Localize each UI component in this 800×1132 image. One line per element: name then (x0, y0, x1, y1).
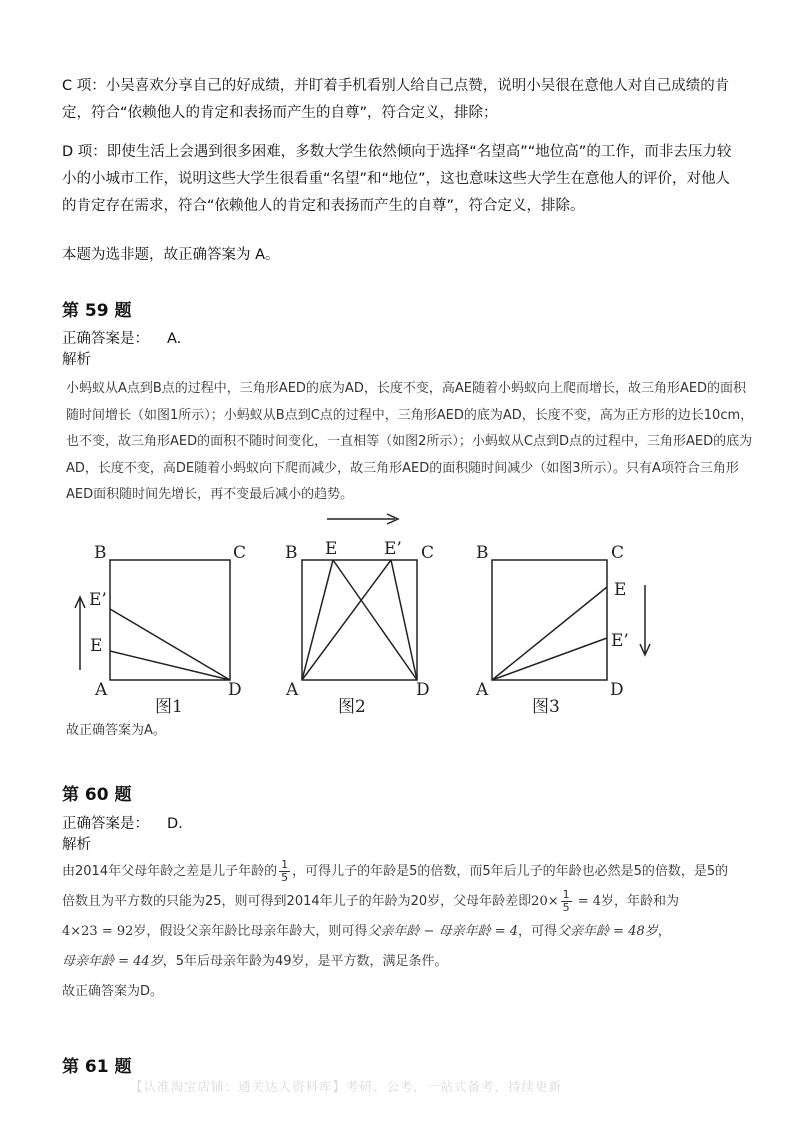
option-d-text: D 项：即使生活上会遇到很多困难，多数大学生依然倾向于选择“名望高”“地位高”的工作，而非去压力较小的小城市工作，说明这些大学生很看重“名望”和“地位”，这也意味这些大学生在意他人的评价，对他人的肯定存在需求，符合“依赖他人的肯定和表扬而产生的自尊”，符合定义，排除。 (62, 144, 732, 214)
fraction-numerator: 1 (281, 858, 289, 871)
fig3-label-e1: E’ (611, 631, 629, 651)
fig2-label-a: A (286, 680, 299, 700)
fig2-label-e1: E’ (384, 539, 402, 559)
answer-value: A. (167, 331, 182, 347)
q60-l4-a: 母亲年龄 = 44岁 (62, 954, 163, 969)
q60-analysis-label: 解析 (62, 837, 91, 853)
q60-l2-a: 倍数且为平方数的只能为25，则可得到2014年儿子的年龄为20岁，父母年龄差即 (62, 894, 532, 909)
q59-answer (62, 329, 181, 349)
fig2-label-c: C (421, 543, 435, 563)
q60-l3-f: ， (657, 924, 671, 939)
q60-line-1 (62, 857, 762, 887)
q60-line-4 (62, 947, 762, 977)
fig3-square (492, 560, 607, 680)
answer-value: D. (167, 816, 183, 832)
fig3-label-b: B (476, 543, 489, 563)
fig2-square (302, 560, 417, 680)
question-60-title: 第 60 题 (62, 785, 132, 805)
fig3-line-ae1 (492, 638, 607, 680)
fig2-caption: 图2 (338, 697, 366, 717)
fig2-line-ae (302, 560, 333, 680)
q60-analysis (62, 857, 762, 1007)
option-c-text: C 项：小吴喜欢分享自己的好成绩，并盯着手机看别人给自己点赞，说明小吴很在意他人对自己成绩的肯定，符合“依赖他人的肯定和表扬而产生的自尊”，符合定义，排除； (62, 78, 730, 121)
fraction (279, 859, 290, 884)
fig1-label-e: E (90, 636, 103, 656)
q60-l1-b: ，可得儿子的年龄是5的倍数，而5年后儿子的年龄也必然是5的倍数，是5的 (292, 864, 729, 879)
fig2-label-b: B (285, 543, 298, 563)
fraction-denominator: 5 (562, 901, 570, 914)
fig1-label-b: B (94, 543, 107, 563)
q59-final: 故正确答案为A。 (66, 723, 166, 738)
fraction-denominator: 5 (281, 871, 289, 884)
q60-answer (62, 814, 183, 834)
q60-line-2 (62, 887, 762, 917)
question-61-title: 第 61 题 (62, 1057, 132, 1077)
fig1-caption: 图1 (155, 697, 183, 717)
footer-watermark: 【认准淘宝店铺：通关达人资料库】考研、公考，一站式备考，持续更新 (130, 1079, 563, 1094)
q60-l3-a: 4×23 = 92岁 (62, 924, 147, 939)
q60-l2-math-a: 20× (531, 894, 559, 909)
fig1-label-c: C (233, 543, 247, 563)
fig3-label-e: E (614, 580, 627, 600)
q60-l2-math-b: = 4岁 (573, 894, 615, 909)
fig3-caption: 图3 (532, 697, 560, 717)
q60-l3-d: ，可得 (518, 924, 558, 939)
question-59-title: 第 59 题 (62, 301, 132, 321)
fig1-label-e1: E’ (89, 590, 107, 610)
fig1-line-e1d (110, 609, 230, 680)
q60-final: 故正确答案为D。 (62, 984, 164, 999)
fig3-label-a: A (476, 680, 489, 700)
answer-label: 正确答案是： (62, 816, 149, 832)
fig3-line-ae (492, 587, 607, 680)
q59-figures (0, 505, 800, 725)
conclusion-text: 本题为选非题，故正确答案为 A。 (62, 247, 280, 263)
q60-l1-a: 由2014年父母年龄之差是儿子年龄的 (62, 864, 278, 879)
q60-l3-e: 父亲年龄 = 48岁 (557, 924, 658, 939)
fig2-label-d: D (416, 680, 430, 700)
fig3-label-c: C (611, 543, 625, 563)
q59-analysis-text: 小蚂蚁从A点到B点的过程中，三角形AED的底为AD，长度不变，高AE随着小蚂蚁向上爬而增长，故三角形AED的面积随时间增长（如图1所示）；小蚂蚁从B点到C点的过程中，三角形AED的底为AD，长度不变，高为正方形的边长10cm，也不变，故三角形AED的面积不随时间变化，一直相等（如图2所示）；小蚂蚁从C点到D点的过程中，三角形AED的底为AD，长度不变，高DE随着小蚂蚁向下爬而减少，故三角形AED的面积随时间减少（如图3所示）。只有A项符合三角形AED面积随时间先增长，再不变最后减小的趋势。 (66, 381, 754, 502)
q60-l3-c: 父亲年龄 − 母亲年龄 = 4 (367, 924, 519, 939)
answer-label: 正确答案是： (62, 331, 149, 347)
q60-l2-b: ，年龄和为 (614, 894, 680, 909)
fig1-line-ed (110, 651, 230, 680)
fig2-label-e: E (325, 539, 338, 559)
q60-l3-b: ，假设父亲年龄比母亲年龄大，则可得 (146, 924, 368, 939)
fraction (561, 889, 572, 914)
fraction-numerator: 1 (562, 888, 570, 901)
fig3-label-d: D (610, 680, 624, 700)
q60-l4-b: ，5年后母亲年龄为49岁，是平方数，满足条件。 (162, 954, 448, 969)
q59-analysis-label: 解析 (62, 352, 91, 368)
q60-line-3 (62, 917, 762, 947)
fig1-label-d: D (228, 680, 242, 700)
fig1-label-a: A (95, 680, 108, 700)
